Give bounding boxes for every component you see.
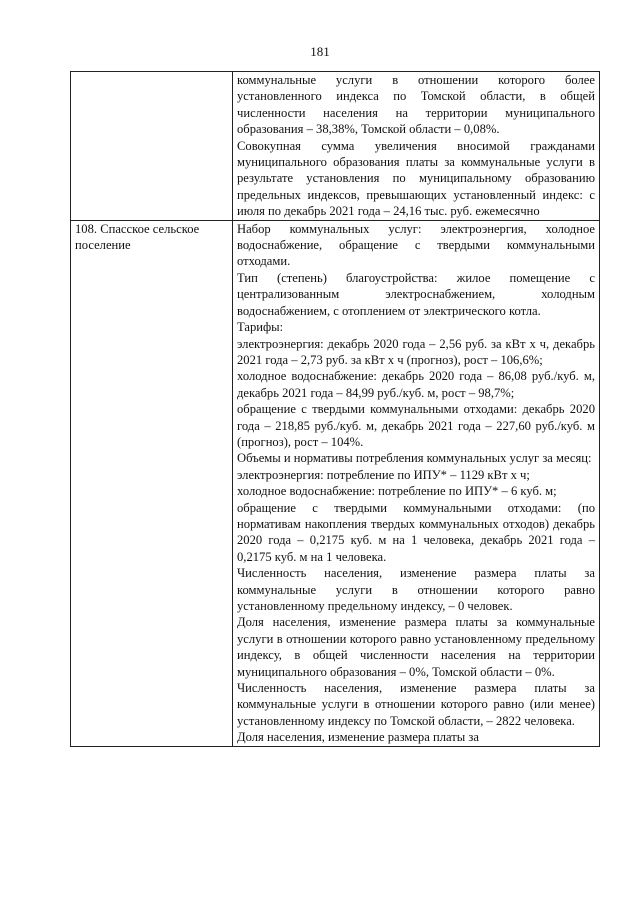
settlements-table: [70, 71, 600, 747]
paragraph: Тарифы: электроэнергия: декабрь 2020 года – 2,56 руб. за кВт х ч, декабрь 2021 года – 2,73 руб. за кВт х ч (прогноз), рост – 106,6%; холодное водоснабжение: декабрь 2020 года – 86,08 руб./куб. м, декабрь 2021 года – 84,99 руб./куб. м, рост – 98,7%;: [237, 320, 595, 400]
description-cell: [233, 220, 600, 746]
paragraph: обращение с твердыми коммунальными отходами: декабрь 2020 года – 218,85 руб./куб. м, декабрь 2021 года – 227,60 руб./куб. м (прогноз), рост – 104%.: [237, 402, 595, 449]
table-row: [71, 72, 600, 221]
paragraph: Численность населения, изменение размера платы за коммунальные услуги в отношении которого равно (или менее) установленному индексу по Томской области, – 2822 человека.: [237, 681, 595, 728]
settlement-cell: [71, 72, 233, 221]
paragraph: Совокупная сумма увеличения вносимой гражданами муниципального образования платы за коммунальные услуги в результате установления по муниципальному образованию предельных индексов, превышающих установленный индекс: с июля по декабрь 2021 года – 24,16 тыс. руб. ежемесячно: [237, 138, 595, 219]
paragraph: обращение с твердыми коммунальными отходами: (по нормативам накопления твердых коммунальных отходов) декабрь 2020 года – 0,2175 куб. м на 1 человека, декабрь 2021 года – 0,2175 куб. м на 1 человека.: [237, 500, 595, 564]
paragraph: Доля населения, изменение размера платы за коммунальные услуги в отношении которого равно установленному предельному индексу, в общей численности населения на территории муниципального образования – 0%, Томской области – 0%.: [237, 615, 595, 679]
settlement-cell: 108. Спасское сельское поселение: [71, 220, 233, 746]
description-cell: [233, 72, 600, 221]
paragraph: Набор коммунальных услуг: электроэнергия, холодное водоснабжение, обращение с твердыми коммунальными отходами.: [237, 221, 595, 269]
table-row: [71, 220, 600, 746]
paragraph: коммунальные услуги в отношении которого более установленного индекса по Томской области, в общей численности населения на территории муниципального образования – 38,38%, Томской области – 0,08%.: [237, 73, 595, 137]
page-number: 181: [310, 44, 330, 59]
paragraph: Численность населения, изменение размера платы за коммунальные услуги в отношении которого равно установленному предельному индексу, – 0 человек.: [237, 566, 595, 613]
paragraph: Тип (степень) благоустройства: жилое помещение с централизованным электроснабжением, холодным водоснабжением, с отоплением от электрического котла.: [237, 270, 595, 318]
paragraph: Объемы и нормативы потребления коммунальных услуг за месяц: электроэнергия: потребление по ИПУ* – 1129 кВт х ч; холодное водоснабжение: потребление по ИПУ* – 6 куб. м;: [237, 451, 592, 499]
paragraph: Доля населения, изменение размера платы за: [237, 730, 479, 745]
